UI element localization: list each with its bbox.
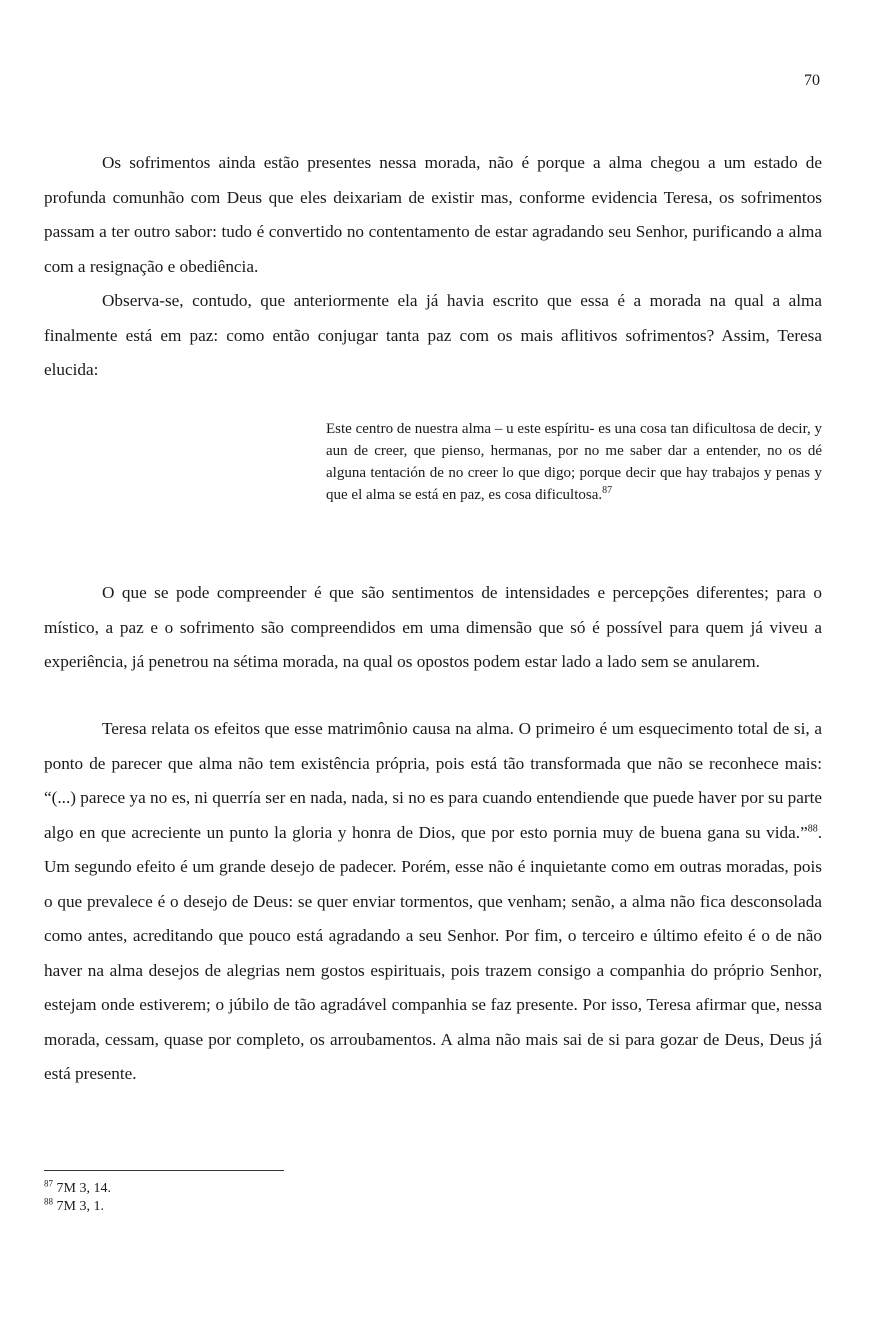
footnote-ref-87[interactable]: 87 [602,485,613,496]
paragraph-3: O que se pode compreender é que são sentimentos de intensidades e percepções diferentes; para o místico, a paz e o sofrimento são compreendidos em uma dimensão que só é possível para quem já viveu a experiência, já penetrou na sétima morada, na qual os opostos podem estar lado a lado sem se anularem. [44,583,822,671]
footnote-87 [44,1180,111,1198]
footnote-divider [44,1170,284,1171]
footnote-88 [44,1198,111,1216]
paragraph-2: Observa-se, contudo, que anteriormente ela já havia escrito que essa é a morada na qual a alma finalmente está em paz: como então conjugar tanta paz com os mais aflitivos sofrimentos? Assim, Teresa elucida: [44,291,822,379]
paragraph-4 [44,712,822,1092]
paragraph-4-part-1: Teresa relata os efeitos que esse matrimônio causa na alma. O primeiro é um esquecimento total de si, a ponto de parecer que alma não tem existência própria, pois está tão transformada que não se reconhece mais: “(...) parece ya no es, ni querría ser en nada, nada, si no es para cuando entendiende que puede haver por su parte algo en que acreciente un punto la gloria y honra de Dios, que por esto pornia muy de buena gana su vida.” [44,719,822,842]
page-number: 70 [804,72,820,89]
footnote-ref-88[interactable]: 88 [807,822,818,834]
paragraph-1: Os sofrimentos ainda estão presentes nessa morada, não é porque a alma chegou a um estado de profunda comunhão com Deus que eles deixariam de existir mas, conforme evidencia Teresa, os sofrimentos passam a ter outro sabor: tudo é convertido no contentamento de estar agradando seu Senhor, purificando a alma com a resignação e obediência. [44,153,822,276]
footnote-number: 88 [44,1196,53,1207]
footnotes [44,1180,111,1216]
block-quote-text: Este centro de nuestra alma – u este espíritu- es una cosa tan dificultosa de decir, y aun de creer, que pienso, hermanas, por no me saber dar a entender, no os dé alguna tentación de no creer lo que digo; porque decir que hay trabajos y penas y que el alma se está en paz, es cosa dificultosa. [326,421,822,503]
footnote-text: 7M 3, 14. [56,1181,111,1196]
footnote-text: 7M 3, 1. [56,1199,104,1214]
paragraph-4-part-2: . Um segundo efeito é um grande desejo de padecer. Porém, esse não é inquietante como em outras moradas, pois o que prevalece é o desejo de Deus: se quer enviar tormentos, que venham; senão, a alma não fica desconsolada como antes, acreditando que pouco está agradando a seu Senhor. Por fim, o terceiro e último efeito é o de não haver na alma desejos de alegrias nem gostos espirituais, pois trazem consigo a companhia do próprio Senhor, estejam onde estiverem; o júbilo de tão agradável companhia se faz presente. Por isso, Teresa afirmar que, nessa morada, cessam, quase por completo, os arroubamentos. A alma não mais sai de si para gozar de Deus, Deus já está presente. [44,822,822,1083]
footnote-number: 87 [44,1178,53,1189]
block-quote [326,418,822,506]
